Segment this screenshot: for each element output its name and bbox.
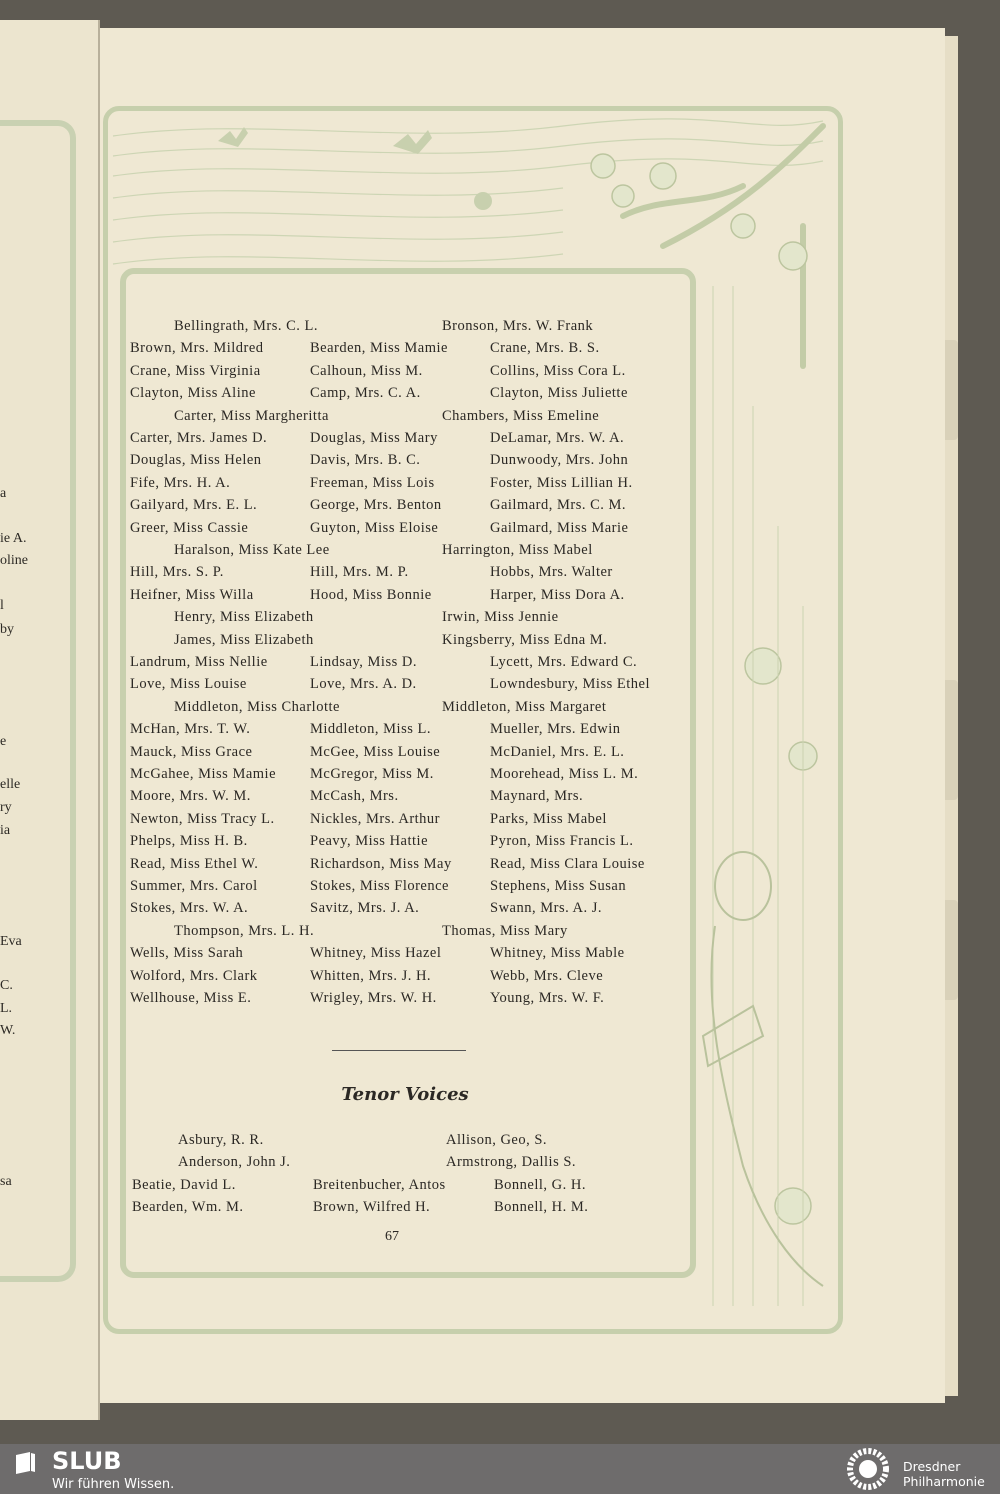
- roster-entry: Carter, Mrs. James D.: [130, 430, 268, 446]
- page-number: 67: [385, 1229, 399, 1244]
- roster-entry: Young, Mrs. W. F.: [490, 990, 605, 1006]
- roster-entry: Collins, Miss Cora L.: [490, 362, 626, 379]
- roster-entry: Read, Miss Ethel W.: [130, 855, 259, 872]
- roster-entry: Whitney, Miss Mable: [490, 945, 625, 962]
- roster-entry: Love, Mrs. A. D.: [310, 676, 417, 693]
- philharmonie-logo-icon[interactable]: [842, 1444, 894, 1494]
- roster-entry: Landrum, Miss Nellie: [130, 654, 268, 670]
- roster-entry: Douglas, Miss Helen: [130, 452, 262, 469]
- left-page-fragment: sa: [0, 1174, 12, 1189]
- roster-entry: Crane, Mrs. B. S.: [490, 340, 600, 357]
- left-page-fragment: a: [0, 486, 7, 501]
- roster-entry: Wells, Miss Sarah: [130, 945, 244, 962]
- roster-entry: Read, Miss Clara Louise: [490, 855, 645, 872]
- tenor-entry: Beatie, David L.: [132, 1176, 236, 1193]
- tenor-entry: Anderson, John J.: [178, 1154, 291, 1171]
- tenor-entry: Breitenbucher, Antos: [313, 1176, 446, 1193]
- roster-entry: Bellingrath, Mrs. C. L.: [174, 318, 319, 334]
- slub-name[interactable]: SLUB: [52, 1447, 122, 1475]
- left-page-fragment: ia: [0, 823, 11, 838]
- roster-entry: Thomas, Miss Mary: [442, 922, 568, 939]
- roster-entry: Henry, Miss Elizabeth: [174, 609, 314, 626]
- left-page-fragment: ry: [0, 800, 12, 815]
- roster-entry: Richardson, Miss May: [310, 855, 452, 872]
- left-page-fragment: W.: [0, 1023, 16, 1038]
- roster-entry: Fife, Mrs. H. A.: [130, 474, 231, 491]
- roster-entry: Pyron, Miss Francis L.: [490, 833, 634, 850]
- roster-entry: Middleton, Miss Margaret: [442, 698, 607, 715]
- roster-entry: Haralson, Miss Kate Lee: [174, 542, 330, 558]
- roster-entry: Bronson, Mrs. W. Frank: [442, 318, 594, 334]
- roster-entry: Stokes, Miss Florence: [310, 878, 449, 894]
- roster-entry: Chambers, Miss Emeline: [442, 407, 600, 424]
- roster-entry: Summer, Mrs. Carol: [130, 878, 258, 894]
- roster-entry: Irwin, Miss Jennie: [442, 609, 559, 626]
- roster-entry: Dunwoody, Mrs. John: [490, 452, 629, 469]
- left-page: [0, 20, 100, 1420]
- left-page-fragment: by: [0, 622, 14, 637]
- roster-entry: Parks, Miss Mabel: [490, 810, 607, 827]
- tenor-entry: Armstrong, Dallis S.: [446, 1154, 577, 1171]
- roster-entry: Thompson, Mrs. L. H.: [174, 922, 315, 939]
- left-page-fragment: C.: [0, 978, 13, 993]
- roster-entry: Whitten, Mrs. J. H.: [310, 967, 432, 984]
- section-divider: [332, 1050, 466, 1051]
- roster-entry: DeLamar, Mrs. W. A.: [490, 430, 625, 446]
- section-heading: Tenor Voices: [341, 1084, 469, 1105]
- left-page-fragment: e: [0, 734, 7, 749]
- roster-entry: Swann, Mrs. A. J.: [490, 900, 603, 917]
- tenor-entry: Asbury, R. R.: [178, 1132, 264, 1148]
- roster-entry: Stokes, Mrs. W. A.: [130, 900, 249, 917]
- roster-entry: Maynard, Mrs.: [490, 788, 584, 805]
- left-page-fragment: Eva: [0, 934, 22, 949]
- roster-entry: Clayton, Miss Aline: [130, 385, 256, 402]
- roster-entry: Gailmard, Miss Marie: [490, 519, 629, 536]
- roster-entry: Hill, Mrs. M. P.: [310, 564, 409, 581]
- roster-entry: McGahee, Miss Mamie: [130, 766, 277, 782]
- slub-tagline: Wir führen Wissen.: [52, 1477, 175, 1492]
- roster-entry: Greer, Miss Cassie: [130, 519, 249, 536]
- roster-entry: Phelps, Miss H. B.: [130, 833, 248, 850]
- roster-entry: McCash, Mrs.: [310, 788, 399, 805]
- roster-entry: Camp, Mrs. C. A.: [310, 385, 421, 402]
- roster-entry: Kingsberry, Miss Edna M.: [442, 631, 608, 648]
- page-tab: [944, 340, 958, 440]
- roster-entry: McDaniel, Mrs. E. L.: [490, 743, 625, 760]
- roster-entry: Hood, Miss Bonnie: [310, 586, 432, 603]
- roster-entry: Moorehead, Miss L. M.: [490, 766, 639, 782]
- roster-entry: Davis, Mrs. B. C.: [310, 452, 421, 469]
- roster-entry: Crane, Miss Virginia: [130, 362, 261, 379]
- roster-entry: Moore, Mrs. W. M.: [130, 788, 251, 805]
- roster-entry: Wellhouse, Miss E.: [130, 990, 252, 1006]
- roster-entry: Nickles, Mrs. Arthur: [310, 810, 441, 827]
- tenor-entry: Brown, Wilfred H.: [313, 1199, 431, 1216]
- left-page-fragment: L.: [0, 1001, 13, 1016]
- tenor-entry: Bearden, Wm. M.: [132, 1199, 244, 1216]
- roster-entry: James, Miss Elizabeth: [174, 631, 314, 648]
- roster-entry: Webb, Mrs. Cleve: [490, 967, 604, 984]
- left-page-frame: [0, 120, 76, 1282]
- roster-entry: Freeman, Miss Lois: [310, 474, 435, 491]
- roster-entry: Hobbs, Mrs. Walter: [490, 564, 613, 581]
- page-tab: [944, 900, 958, 1000]
- roster-entry: Foster, Miss Lillian H.: [490, 474, 633, 491]
- roster-entry: Bearden, Miss Mamie: [310, 340, 448, 357]
- roster-entry: Stephens, Miss Susan: [490, 878, 627, 894]
- roster-entry: Wrigley, Mrs. W. H.: [310, 990, 437, 1006]
- roster-entry: Lowndesbury, Miss Ethel: [490, 676, 650, 693]
- roster-entry: Middleton, Miss L.: [310, 721, 431, 738]
- roster-entry: Carter, Miss Margheritta: [174, 407, 329, 424]
- roster-entry: Harrington, Miss Mabel: [442, 542, 593, 558]
- left-page-fragment: l: [0, 598, 4, 613]
- roster-entry: Peavy, Miss Hattie: [310, 833, 429, 850]
- slub-logo-icon[interactable]: [14, 1451, 36, 1475]
- roster-entry: Love, Miss Louise: [130, 676, 247, 693]
- roster-entry: Lindsay, Miss D.: [310, 654, 417, 670]
- roster-entry: Harper, Miss Dora A.: [490, 586, 625, 603]
- roster-entry: McGee, Miss Louise: [310, 743, 441, 760]
- roster-entry: Mueller, Mrs. Edwin: [490, 721, 621, 738]
- roster-entry: Middleton, Miss Charlotte: [174, 698, 340, 715]
- roster-entry: Newton, Miss Tracy L.: [130, 810, 275, 827]
- roster-entry: Brown, Mrs. Mildred: [130, 340, 264, 357]
- left-page-fragment: oline: [0, 553, 28, 568]
- roster-entry: McHan, Mrs. T. W.: [130, 721, 251, 738]
- roster-entry: Guyton, Miss Eloise: [310, 519, 439, 536]
- philharmonie-name-line2[interactable]: Philharmonie: [903, 1474, 985, 1489]
- tenor-entry: Allison, Geo, S.: [446, 1132, 548, 1148]
- roster-entry: George, Mrs. Benton: [310, 497, 442, 514]
- roster-entry: Gailyard, Mrs. E. L.: [130, 497, 258, 514]
- roster-entry: Wolford, Mrs. Clark: [130, 967, 258, 984]
- left-page-fragment: elle: [0, 777, 21, 792]
- tenor-entry: Bonnell, G. H.: [494, 1176, 586, 1193]
- roster-entry: Calhoun, Miss M.: [310, 362, 423, 379]
- roster-entry: Clayton, Miss Juliette: [490, 385, 628, 402]
- tenor-entry: Bonnell, H. M.: [494, 1199, 589, 1216]
- roster-entry: Gailmard, Mrs. C. M.: [490, 497, 627, 514]
- roster-entry: Mauck, Miss Grace: [130, 743, 253, 760]
- left-page-fragment: ie A.: [0, 531, 27, 546]
- roster-entry: Whitney, Miss Hazel: [310, 945, 442, 962]
- roster-entry: Heifner, Miss Willa: [130, 586, 254, 603]
- page-tab: [944, 680, 958, 800]
- roster-entry: McGregor, Miss M.: [310, 766, 434, 782]
- roster-entry: Lycett, Mrs. Edward C.: [490, 654, 638, 670]
- philharmonie-name-line1[interactable]: Dresdner: [903, 1459, 961, 1474]
- roster-entry: Douglas, Miss Mary: [310, 430, 438, 446]
- roster-entry: Savitz, Mrs. J. A.: [310, 900, 420, 917]
- roster-entry: Hill, Mrs. S. P.: [130, 564, 224, 581]
